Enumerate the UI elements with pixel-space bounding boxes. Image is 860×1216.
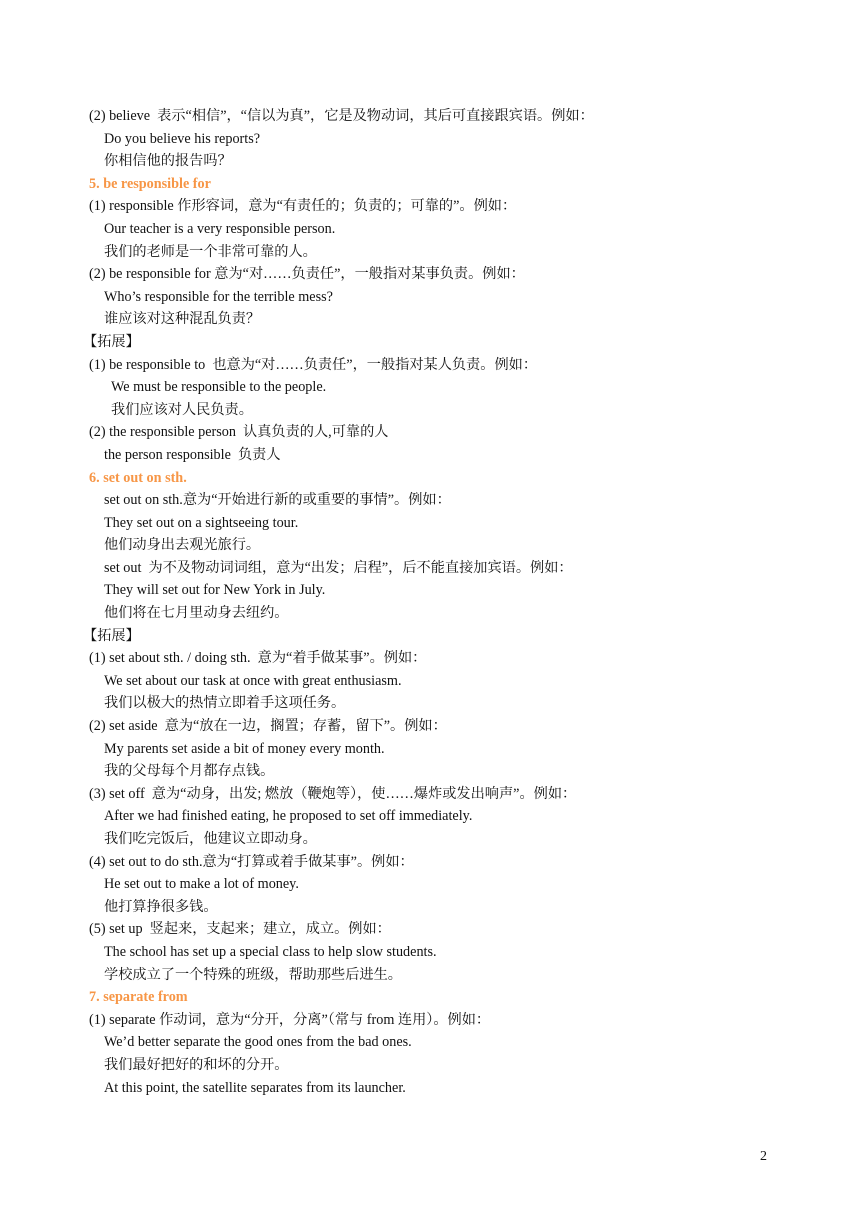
example-line: 我们吃完饭后，他建议立即动身。 [104,831,317,847]
example-line: set out 为不及物动词词组，意为“出发；启程”，后不能直接加宾语。例如： [104,559,573,576]
example-line: set out on sth.意为“开始进行新的或重要的事情”。例如： [104,492,451,509]
paragraph-line: (1) separate 作动词，意为“分开，分离”（常与 from 连用）。例如： [89,1011,491,1028]
example-line: 你相信他的报告吗？ [104,153,232,170]
example-line: Do you believe his reports? [104,130,261,147]
example-line: We’d better separate the good ones from the bad ones. [104,1034,412,1051]
paragraph-line: (5) set up 竖起来，支起来；建立，成立。例如： [89,921,391,938]
section-heading: 5. be responsible for [89,175,211,192]
paragraph-line: (1) responsible 作形容词，意为“有责任的；负责的；可靠的”。例如： [89,198,517,215]
extension-label: 【拓展】 [83,627,140,644]
example-line: They set out on a sightseeing tour. [104,514,299,531]
example-line: 他打算挣很多钱。 [104,898,218,915]
document-body [83,105,789,1099]
example-line: We set about our task at once with great enthusiasm. [104,672,402,689]
extension-label: 【拓展】 [83,333,140,350]
example-line: The school has set up a special class to help slow students. [104,943,437,960]
example-line: 学校成立了一个特殊的班级，帮助那些后进生。 [104,966,402,983]
paragraph-line: (2) believe 表示“相信”，“信以为真”，它是及物动词，其后可直接跟宾语。例如： [89,108,594,124]
example-line: 我们的老师是一个非常可靠的人。 [104,243,317,260]
example-line: Our teacher is a very responsible person. [104,220,336,237]
example-line: 我们最好把好的和坏的分开。 [104,1056,289,1073]
paragraph-line: (2) be responsible for 意为“对……负责任”，一般指对某事负责。例如： [89,266,525,283]
section-heading: 7. separate from [89,989,188,1006]
paragraph-line: (3) set off 意为“动身，出发; 燃放（鞭炮等），使……爆炸或发出响声”。例如： [89,785,577,802]
example-line: My parents set aside a bit of money every month. [104,740,385,757]
example-line: 谁应该对这种混乱负责？ [104,311,261,328]
paragraph-line: (1) be responsible to 也意为“对……负责任”，一般指对某人负责。例如： [89,356,538,373]
example-line: They will set out for New York in July. [104,582,326,599]
paragraph-line: (2) set aside 意为“放在一边，搁置；存蓄，留下”。例如： [89,718,447,735]
section-heading: 6. set out on sth. [89,469,187,486]
paragraph-line: (2) the responsible person 认真负责的人,可靠的人 [89,424,389,441]
example-line: 我们以极大的热情立即着手这项任务。 [104,695,346,712]
example-line: He set out to make a lot of money. [104,876,299,893]
paragraph-line: (4) set out to do sth.意为“打算或着手做某事”。例如： [89,853,414,870]
example-line: Who’s responsible for the terrible mess? [104,288,333,305]
example-line: the person responsible 负责人 [104,446,281,463]
example-line: We must be responsible to the people. [111,379,327,396]
example-line: 他们动身出去观光旅行。 [104,537,261,554]
example-line: 我的父母每个月都存点钱。 [104,763,275,780]
page-number: 2 [760,1149,767,1164]
example-line: At this point, the satellite separates from its launcher. [104,1079,406,1096]
example-line: After we had finished eating, he proposed to set off immediately. [104,808,473,825]
paragraph-line: (1) set about sth. / doing sth. 意为“着手做某事”。例如： [89,650,427,667]
example-line: 我们应该对人民负责。 [111,401,253,418]
example-line: 他们将在七月里动身去纽约。 [104,605,289,622]
